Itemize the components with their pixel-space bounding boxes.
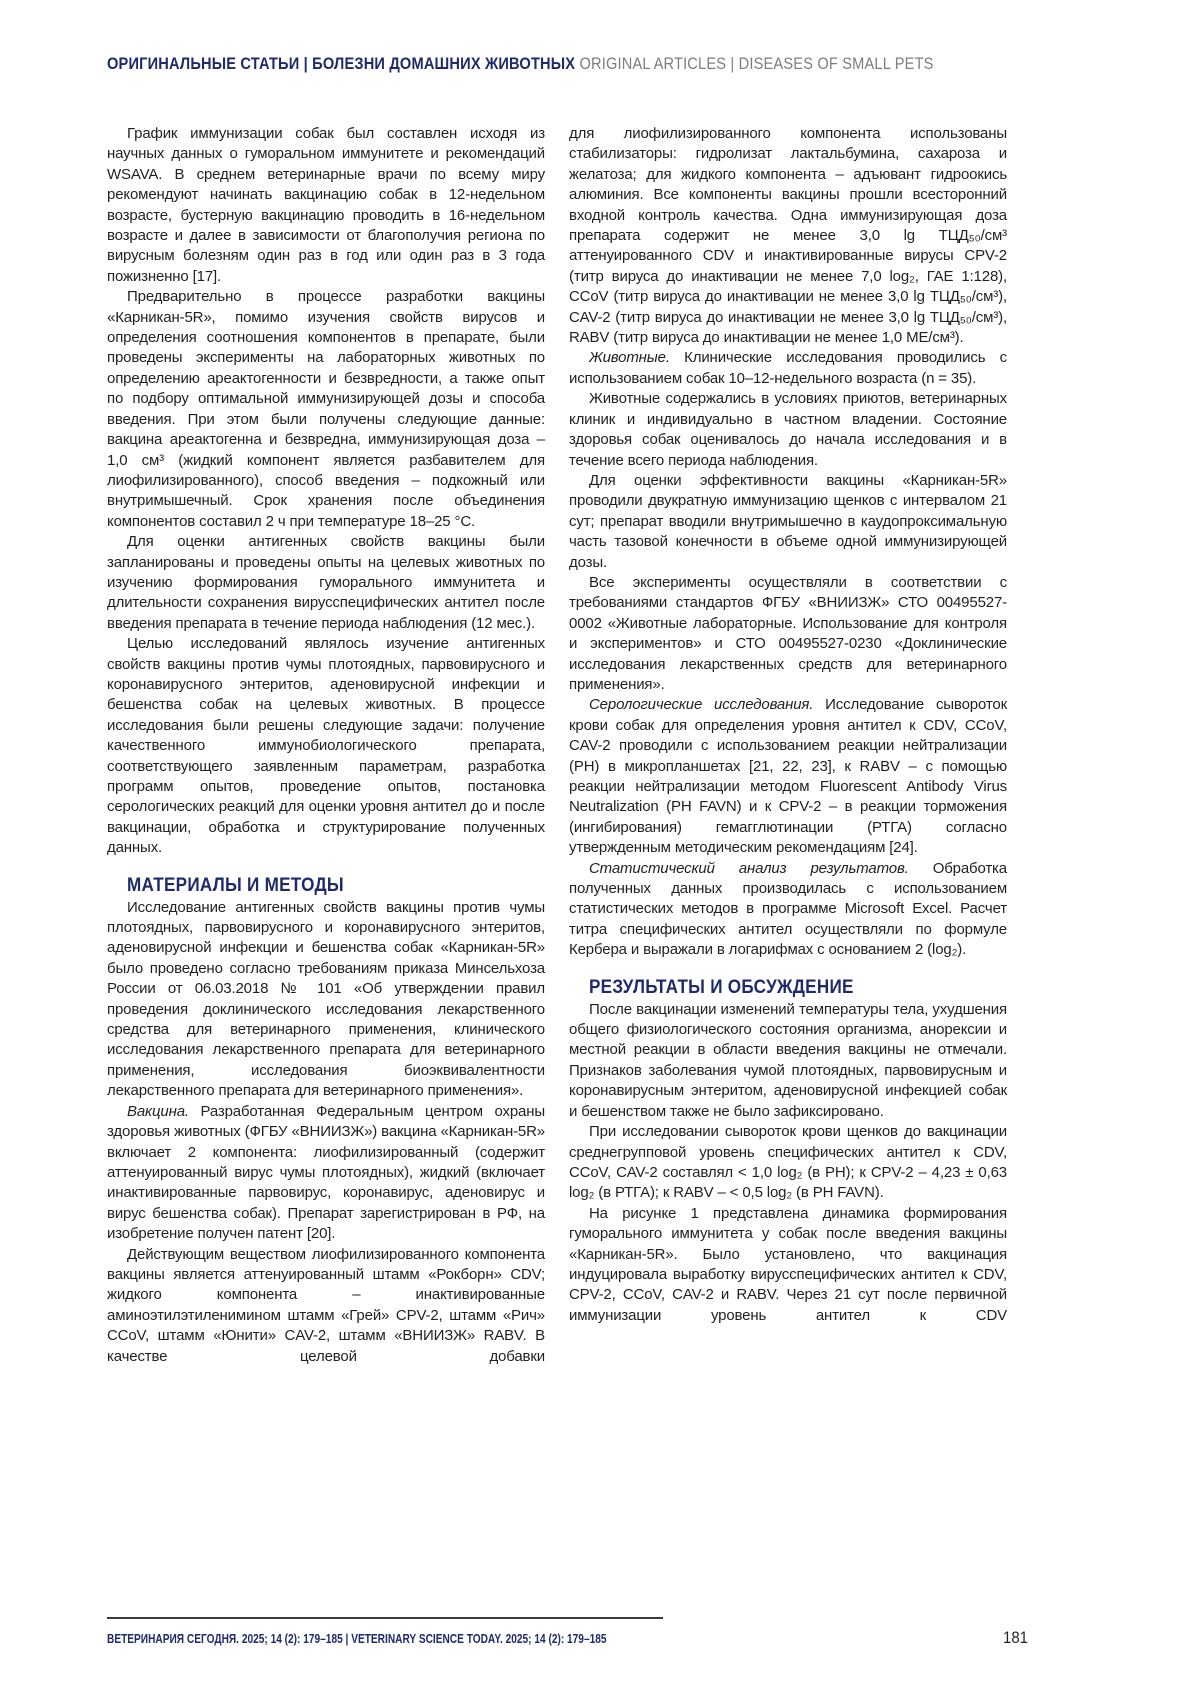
paragraph: Все эксперименты осуществляли в соответствии с требованиями стандартов ФГБУ «ВНИИЗЖ» СТО 00495527-0002 «Животные лабораторные. Использование для контроля и экспериментов» и СТО 00495527-0230 «Доклинические исследования лекарственных средств для ветеринарного применения». [569,573,1007,695]
section-heading-results: РЕЗУЛЬТАТЫ И ОБСУЖДЕНИЕ [589,978,965,998]
paragraph: После вакцинации изменений температуры тела, ухудшения общего физиологического состояния организма, анорексии и местной реакции в области введения вакцины не отмечали. Признаков заболевания чумой плотоядных, парвовирусным и коронавирусным энтеритом, аденовирусной инфекцией собак и бешенством также не было зафиксировано. [569,1000,1007,1122]
paragraph: При исследовании сывороток крови щенков до вакцинации среднегрупповой уровень специфических антител к CDV, CCoV, CAV-2 составлял < 1,0 log₂ (в РН); к CPV-2 – 4,23 ± 0,63 log₂ (в РТГА); к RABV – < 0,5 log₂ (в РН FAVN). [569,1122,1007,1204]
paragraph: Для оценки эффективности вакцины «Карникан-5R» проводили двукратную иммунизацию щенков с интервалом 21 сут; препарат вводили внутримышечно в каудопроксимальную часть тазовой конечности в объеме одной иммунизирующей дозы. [569,471,1007,573]
paragraph [569,348,1007,389]
paragraph: Целью исследований являлось изучение антигенных свойств вакцины против чумы плотоядных, парвовирусного и коронавирусного энтеритов, аденовирусной инфекции и бешенства собак на целевых животных. В процессе исследования были решены следующие задачи: получение качественного иммунобиологического препарата, соответствующего заявленным параметрам, разработка программ опытов, проведение опытов, постановка серологических реакций для оценки уровня антител до и после вакцинации, обработка и структурирование полученных данных. [107,634,545,858]
paragraph: Предварительно в процессе разработки вакцины «Карникан-5R», помимо изучения свойств вирусов и определения соотношения компонентов в препарате, были проведены эксперименты на лабораторных животных по определению ареактогенности и безвредности, а также опыт по подбору оптимальной иммунизирующей дозы и способа введения. При этом были получены следующие данные: вакцина ареактогенна и безвредна, иммунизирующая доза – 1,0 см³ (жидкий компонент является разбавителем для лиофилизированного), способ введения – подкожный или внутримышечный. Срок хранения после объединения компонентов составил 2 ч при температуре 18–25 °C. [107,287,545,532]
paragraph-body: Клинические исследования проводились с использованием собак 10–12-недельного возраста (n = 35). [569,349,1007,386]
page-number: 181 [1003,1628,1028,1648]
section-heading-methods: МАТЕРИАЛЫ И МЕТОДЫ [127,876,503,896]
paragraph-body: Разработанная Федеральным центром охраны здоровья животных (ФГБУ «ВНИИЗЖ») вакцина «Карникан-5R» включает 2 компонента: лиофилизированный (содержит аттенуированный вирус чумы плотоядных), жидкий (включает инактивированные парвовирус, коронавирус, аденовирус и вирус бешенства собак). Препарат зарегистрирован в РФ, на изобретение получен патент [20]. [107,1103,545,1242]
paragraph: Действующим веществом лиофилизированного компонента вакцины является аттенуированный штамм «Рокборн» CDV; жидкого компонента – инактивированные аминоэтилэтиленимином штамм «Грей» CPV-2, штамм «Рич» CCoV, штамм «Юнити» CAV-2, штамм «ВНИИЗЖ» RABV. В качестве целевой добавки [107,1245,545,1367]
footer-citation: ВЕТЕРИНАРИЯ СЕГОДНЯ. 2025; 14 (2): 179–185 | VETERINARY SCIENCE TODAY. 2025; 14 (2): 179–185 [107,1631,607,1646]
header-section-ru: ОРИГИНАЛЬНЫЕ СТАТЬИ | БОЛЕЗНИ ДОМАШНИХ ЖИВОТНЫХ [107,54,575,73]
paragraph: График иммунизации собак был составлен исходя из научных данных о гуморальном иммунитете и рекомендаций WSAVA. В среднем ветеринарные врачи по всему миру рекомендуют начинать вакцинацию собак в 12-недельном возрасте, бустерную вакцинацию проводить в 16-недельном возрасте и далее в зависимости от благополучия региона по вирусным болезням один раз в год или один раз в 3 года пожизненно [17]. [107,124,545,287]
paragraph: Для оценки антигенных свойств вакцины были запланированы и проведены опыты на целевых животных по изучению формирования гуморального иммунитета и длительности сохранения вирусспецифических антител после введения препарата в течение периода наблюдения (12 мес.). [107,532,545,634]
header-section-en: ORIGINAL ARTICLES | DISEASES OF SMALL PETS [579,54,933,73]
paragraph-lead: Серологические исследования. [589,696,813,713]
paragraph [569,695,1007,858]
paragraph-body: Исследование сывороток крови собак для определения уровня антител к CDV, CCoV, CAV-2 проводили с использованием реакции нейтрализации (РН) в микропланшетах [21, 22, 23], к RABV – с помощью реакции нейтрализации методом Fluorescent Antibody Virus Neutralization (РН FAVN) и к CPV-2 – в реакции торможения (ингибирования) гемагглютинации (РТГА) согласно утвержденным методическим рекомендациям [24]. [569,696,1007,856]
paragraph [569,859,1007,961]
paragraph-lead: Статистический анализ результатов. [589,860,909,877]
right-column [569,124,1007,1326]
paragraph: Животные содержались в условиях приютов, ветеринарных клиник и индивидуально в частном владении. Состояние здоровья собак оценивалось до начала исследования и в течение всего периода наблюдения. [569,389,1007,471]
paragraph-lead: Животные. [589,349,670,366]
paragraph: для лиофилизированного компонента использованы стабилизаторы: гидролизат лактальбумина, сахароза и желатоза; для жидкого компонента – адъювант гидроокись алюминия. Все компоненты вакцины прошли всесторонний входной контроль качества. Одна иммунизирующая доза препарата содержит не менее 3,0 lg ТЦД₅₀/см³ аттенуированного CDV и инактивированные вирусы CPV-2 (титр вируса до инактивации не менее 7,0 log₂, ГАЕ 1:128), CCoV (титр вируса до инактивации не менее 3,0 lg ТЦД₅₀/см³), CAV-2 (титр вируса до инактивации не менее 3,0 lg ТЦД₅₀/см³), RABV (титр вируса до инактивации не менее 1,0 МЕ/см³). [569,124,1007,348]
running-header [107,54,934,74]
left-column [107,124,545,1367]
paragraph: На рисунке 1 представлена динамика формирования гуморального иммунитета у собак после введения вакцины «Карникан-5R». Было установлено, что вакцинация индуцировала выработку вирусспецифических антител к CDV, CPV-2, CCoV, CAV-2 и RABV. Через 21 сут после первичной иммунизации уровень антител к CDV [569,1204,1007,1326]
paragraph-lead: Вакцина. [127,1103,189,1120]
paragraph [107,1102,545,1245]
paragraph: Исследование антигенных свойств вакцины против чумы плотоядных, парвовирусного и коронавирусного энтеритов, аденовирусной инфекции и бешенства собак «Карникан-5R» было проведено согласно требованиям приказа Минсельхоза России от 06.03.2018 № 101 «Об утверждении правил проведения доклинического исследования лекарственного средства для ветеринарного применения, клинического исследования лекарственного препарата для ветеринарного применения, исследования биоэквивалентности лекарственного препарата для ветеринарного применения». [107,898,545,1102]
footer-divider [107,1617,663,1619]
paragraph-body: Обработка полученных данных производилась с использованием статистических методов в программе Microsoft Excel. Расчет титра специфических антител осуществляли по формуле Кербера и выражали в логарифмах с основанием 2 (log₂). [569,860,1007,959]
